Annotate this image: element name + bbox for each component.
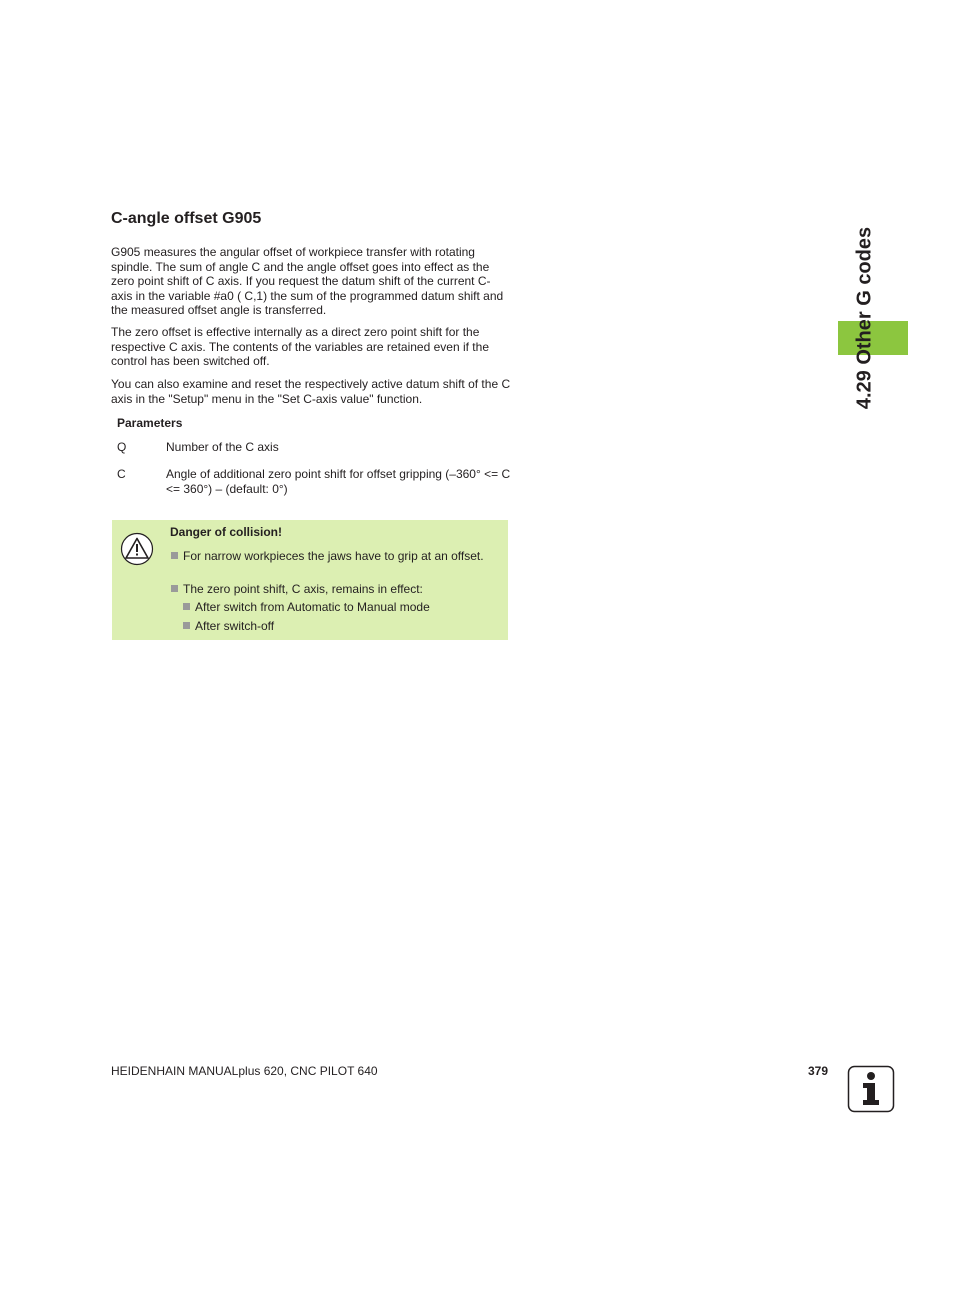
footer-manual-title: HEIDENHAIN MANUALplus 620, CNC PILOT 640 xyxy=(111,1064,378,1078)
section-title: C-angle offset G905 xyxy=(111,210,262,227)
collision-warning-box xyxy=(112,520,508,640)
body-paragraph: You can also examine and reset the respectively active datum shift of the C axis in the "Setup" menu in the "Set C-axis value" function. xyxy=(111,377,511,406)
warning-sublist-item xyxy=(183,619,493,634)
info-icon xyxy=(847,1065,895,1113)
warning-item-text: The zero point shift, C axis, remains in effect: xyxy=(183,582,423,596)
warning-item-text: For narrow workpieces the jaws have to grip at an offset. xyxy=(183,549,484,563)
warning-triangle-icon xyxy=(120,532,154,566)
parameters-heading: Parameters xyxy=(117,416,183,430)
bullet-square-icon xyxy=(171,585,178,592)
parameter-description: Number of the C axis xyxy=(166,440,279,454)
body-paragraph: The zero offset is effective internally as a direct zero point shift for the respective C axis. The contents of the variables are retained even if the control has been switched off. xyxy=(111,325,489,368)
warning-list-item xyxy=(171,549,491,564)
warning-item-text: After switch-off xyxy=(195,619,275,633)
parameter-description: Angle of additional zero point shift for offset gripping (–360° <= C <= 360°) – (default: 0°) xyxy=(166,467,511,496)
body-paragraph: G905 measures the angular offset of workpiece transfer with rotating spindle. The sum of angle C and the angle offset goes into effect as the zero point shift of C axis. If you request the datum shift of the current C-axis in the variable #a0 ( C,1) the sum of the programmed datum shift and the measured offset angle is transferred. xyxy=(111,245,504,317)
bullet-square-icon xyxy=(171,552,178,559)
warning-title: Danger of collision! xyxy=(170,525,283,539)
bullet-square-icon xyxy=(183,603,190,610)
page-number: 379 xyxy=(808,1064,829,1078)
warning-sublist-item xyxy=(183,600,493,615)
warning-item-text: After switch from Automatic to Manual mode xyxy=(195,600,430,614)
warning-list-item xyxy=(171,582,491,597)
bullet-square-icon xyxy=(183,622,190,629)
parameter-symbol: Q xyxy=(117,440,127,454)
chapter-label: 4.29 Other G codes xyxy=(853,226,876,410)
parameter-symbol: C xyxy=(117,467,126,481)
